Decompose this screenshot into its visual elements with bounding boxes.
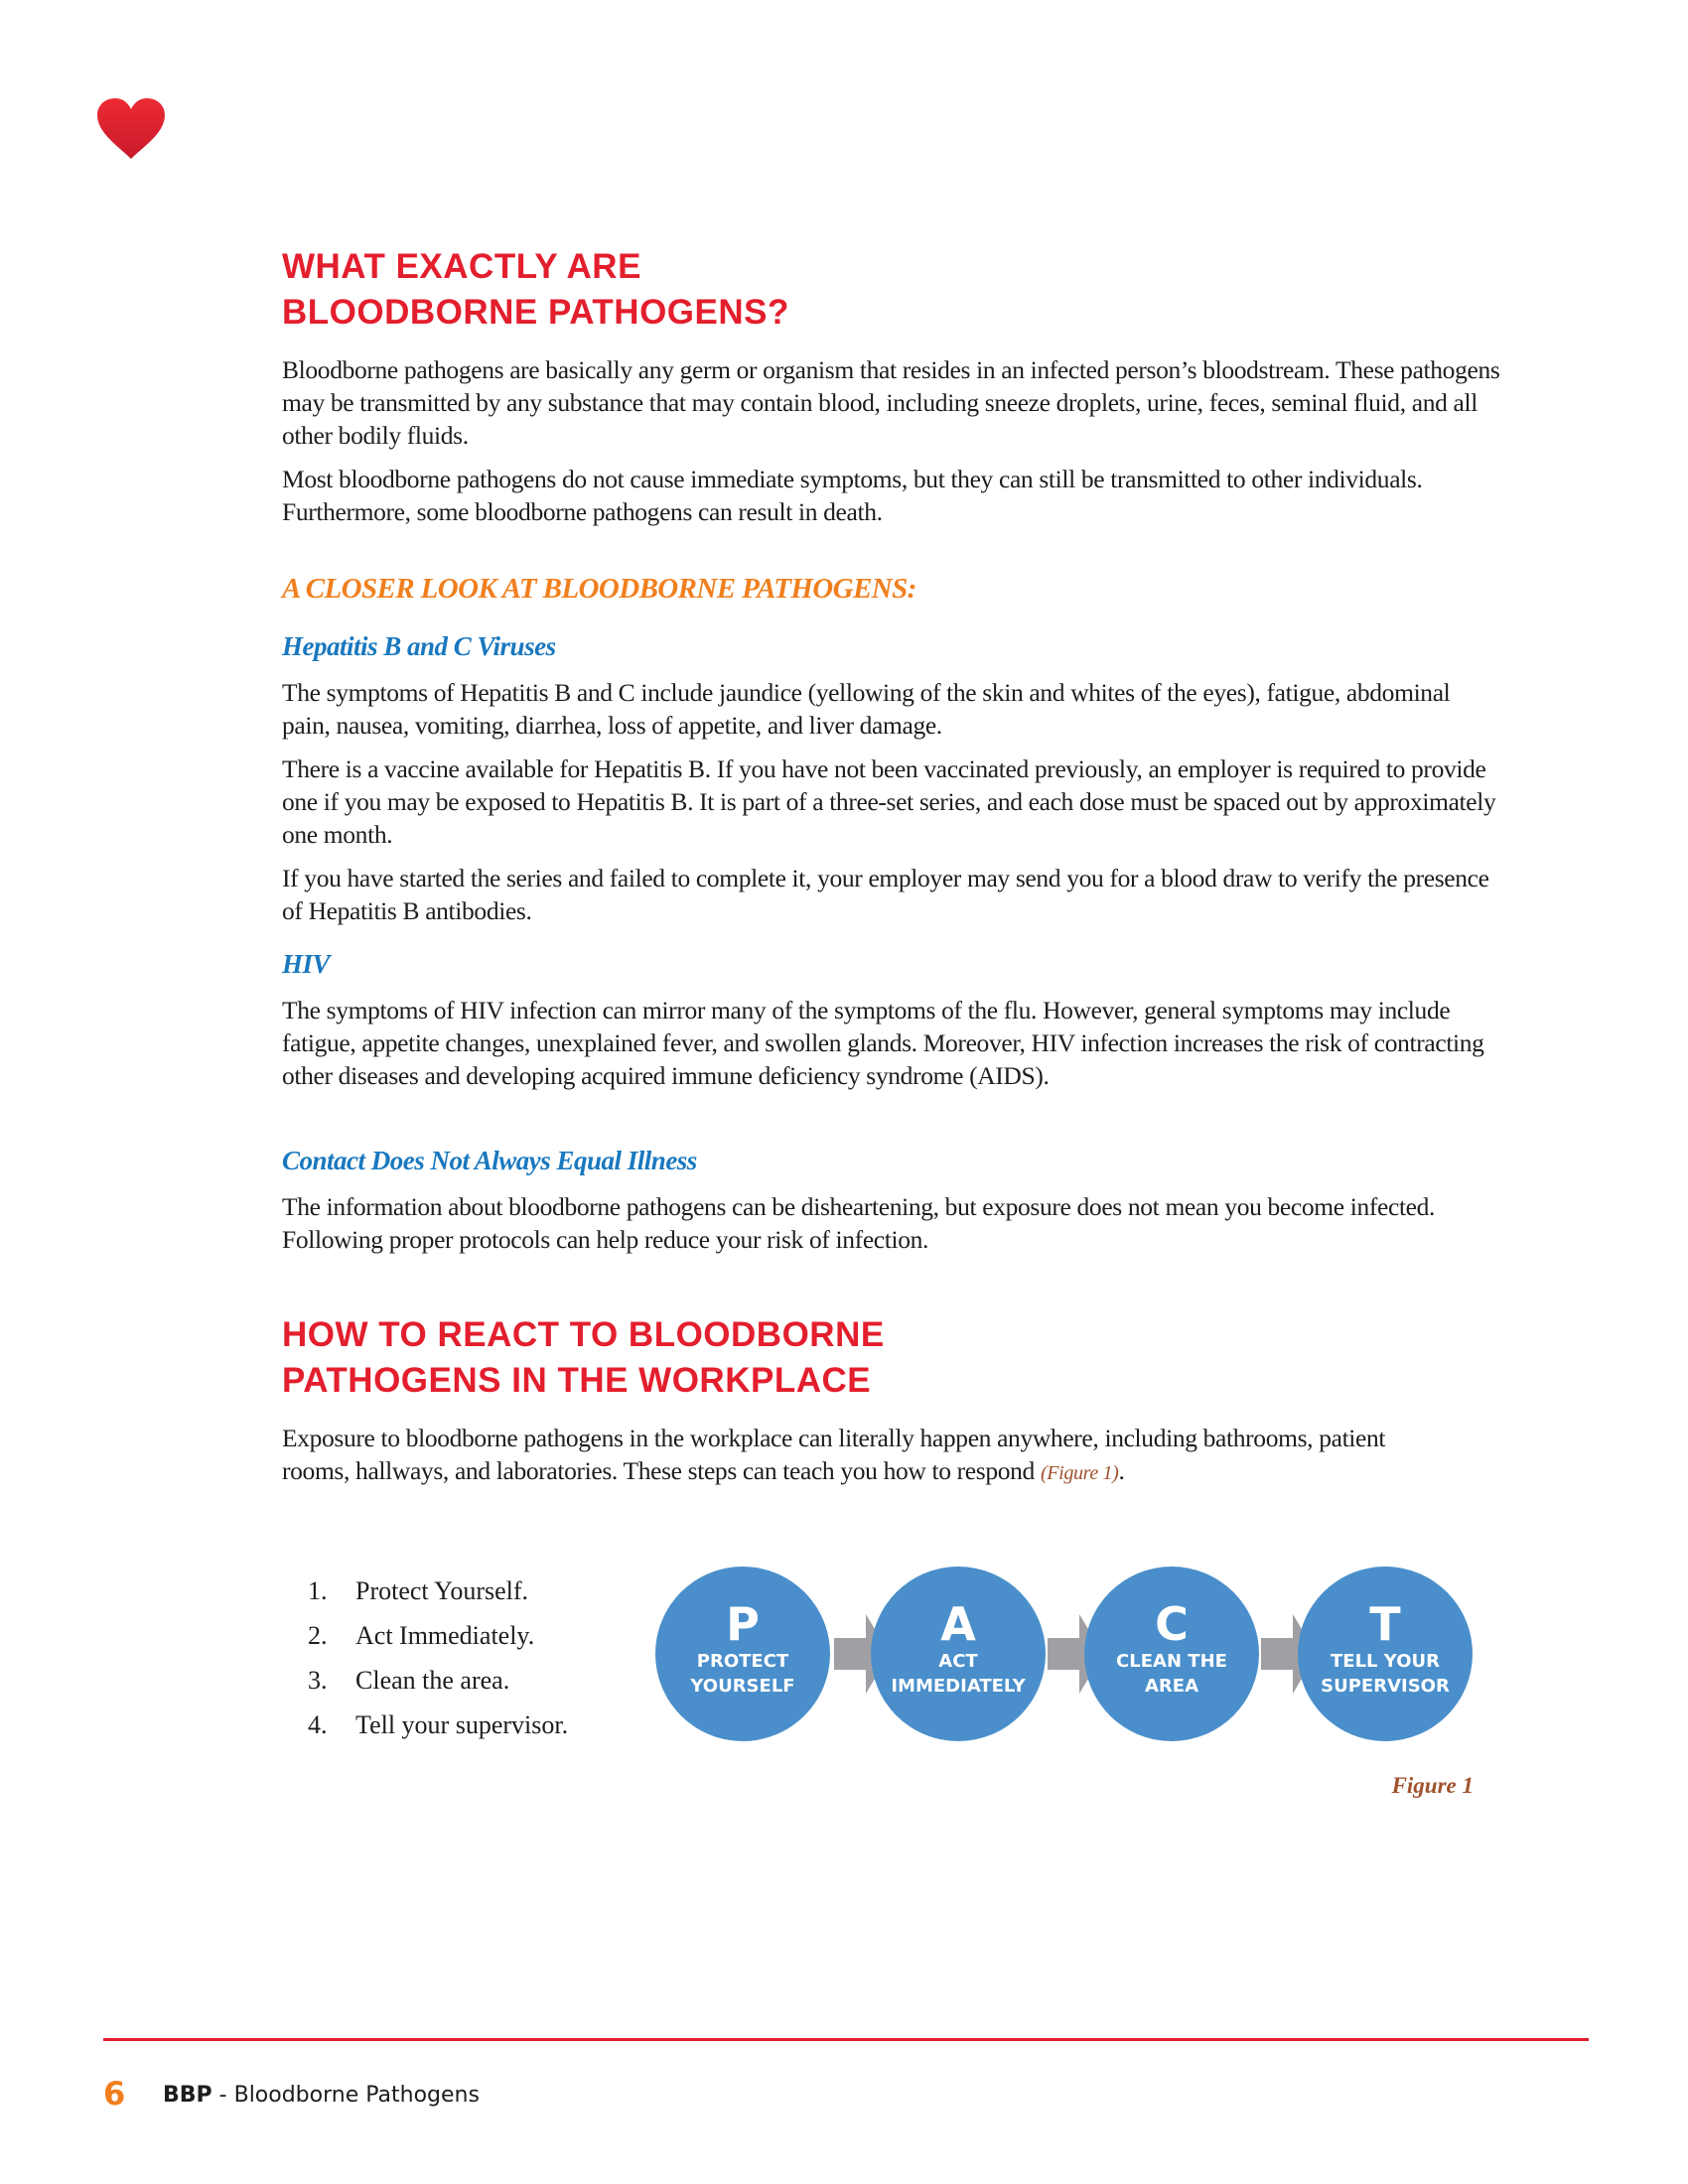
- step-number: 3.: [308, 1666, 328, 1695]
- step-label-line1: PROTECT: [696, 1651, 789, 1672]
- title-line-1: WHAT EXACTLY ARE: [282, 247, 641, 286]
- step-text: Clean the area.: [355, 1666, 510, 1695]
- title-line-2: BLOODBORNE PATHOGENS?: [282, 293, 789, 332]
- step-number: 2.: [308, 1621, 328, 1650]
- footer-title: [163, 2083, 480, 2108]
- list-item: [308, 1703, 568, 1747]
- paragraph: The information about bloodborne pathogens can be disheartening, but exposure does not mean you become infected. Following proper protocols can help reduce your risk of infection.: [282, 1192, 1436, 1254]
- step-letter: C: [1155, 1597, 1189, 1651]
- figure-reference-link[interactable]: (Figure 1): [1040, 1462, 1119, 1484]
- step-label-line1: CLEAN THE: [1116, 1651, 1227, 1672]
- paragraph: Most bloodborne pathogens do not cause immediate symptoms, but they can still be transmitted to other individuals. Furthermore, some bloodborne pathogens can result in death.: [282, 465, 1423, 526]
- title-line-1: HOW TO REACT TO BLOODBORNE: [282, 1315, 885, 1354]
- hepatitis-heading: Hepatitis B and C Viruses: [282, 631, 556, 661]
- step-circle-act: [871, 1567, 1046, 1741]
- step-label-line2: IMMEDIATELY: [891, 1676, 1026, 1697]
- step-label-line2: YOURSELF: [690, 1676, 795, 1697]
- steps-list: [308, 1569, 568, 1747]
- section-title-how-to-react: [282, 1312, 1474, 1404]
- paragraph: There is a vaccine available for Hepatitis B. If you have not been vaccinated previously, an employer is required to provide one if you may be exposed to Hepatitis B. It is part of a three-set series, and each dose must be spaced out by approximately one month.: [282, 754, 1496, 849]
- section-title-what-are-bbp: [282, 244, 1474, 336]
- figure-caption: Figure 1: [1391, 1773, 1474, 1798]
- contact-heading: Contact Does Not Always Equal Illness: [282, 1146, 697, 1175]
- footer-name: - Bloodborne Pathogens: [211, 2083, 480, 2108]
- step-label-line2: AREA: [1144, 1676, 1199, 1697]
- step-letter: A: [940, 1597, 976, 1651]
- step-letter: P: [726, 1597, 760, 1651]
- pact-diagram: [645, 1559, 1489, 1757]
- list-item: [308, 1658, 568, 1703]
- closer-look-heading: A CLOSER LOOK AT BLOODBORNE PATHOGENS:: [282, 573, 916, 605]
- step-label-line1: TELL YOUR: [1331, 1651, 1440, 1672]
- step-label-line1: ACT: [938, 1651, 978, 1672]
- list-item: [308, 1569, 568, 1613]
- list-item: [308, 1613, 568, 1658]
- heart-icon: [95, 97, 167, 161]
- step-text: Act Immediately.: [355, 1621, 535, 1650]
- paragraph: The symptoms of HIV infection can mirror many of the symptoms of the flu. However, general symptoms may include fatigue, appetite changes, unexplained fever, and swollen glands. Moreover, HIV infection increases the risk of contracting other diseases and developing acquired immune deficiency syndrome (AIDS).: [282, 996, 1484, 1090]
- title-line-2: PATHOGENS IN THE WORKPLACE: [282, 1361, 872, 1400]
- paragraph: If you have started the series and failed to complete it, your employer may send you for a blood draw to verify the presence of Hepatitis B antibodies.: [282, 864, 1489, 925]
- paragraph: The symptoms of Hepatitis B and C include jaundice (yellowing of the skin and whites of the eyes), fatigue, abdominal pain, nausea, vomiting, diarrhea, loss of appetite, and liver damage.: [282, 678, 1451, 740]
- footer-abbr: BBP: [163, 2083, 212, 2108]
- step-text: Tell your supervisor.: [355, 1710, 569, 1739]
- hiv-heading: HIV: [282, 949, 331, 979]
- intro-paragraph: [282, 1422, 1404, 1490]
- step-letter: T: [1369, 1597, 1401, 1651]
- page-number: 6: [103, 2075, 126, 2113]
- intro-end: .: [1118, 1456, 1125, 1485]
- step-circle-tell: [1298, 1567, 1473, 1741]
- paragraph: Bloodborne pathogens are basically any germ or organism that resides in an infected person’s bloodstream. These pathogens may be transmitted by any substance that may contain blood, including sneeze droplets, urine, feces, seminal fluid, and all other bodily fluids.: [282, 355, 1500, 450]
- step-text: Protect Yourself.: [355, 1576, 529, 1605]
- step-circle-clean: [1084, 1567, 1259, 1741]
- step-number: 1.: [308, 1576, 328, 1605]
- step-number: 4.: [308, 1710, 328, 1739]
- footer-divider: [103, 2038, 1589, 2041]
- intro-text: Exposure to bloodborne pathogens in the workplace can literally happen anywhere, including bathrooms, patient rooms, hallways, and laboratories. These steps can teach you how to respond: [282, 1424, 1386, 1485]
- step-label-line2: SUPERVISOR: [1321, 1676, 1450, 1697]
- step-circle-protect: [655, 1567, 830, 1741]
